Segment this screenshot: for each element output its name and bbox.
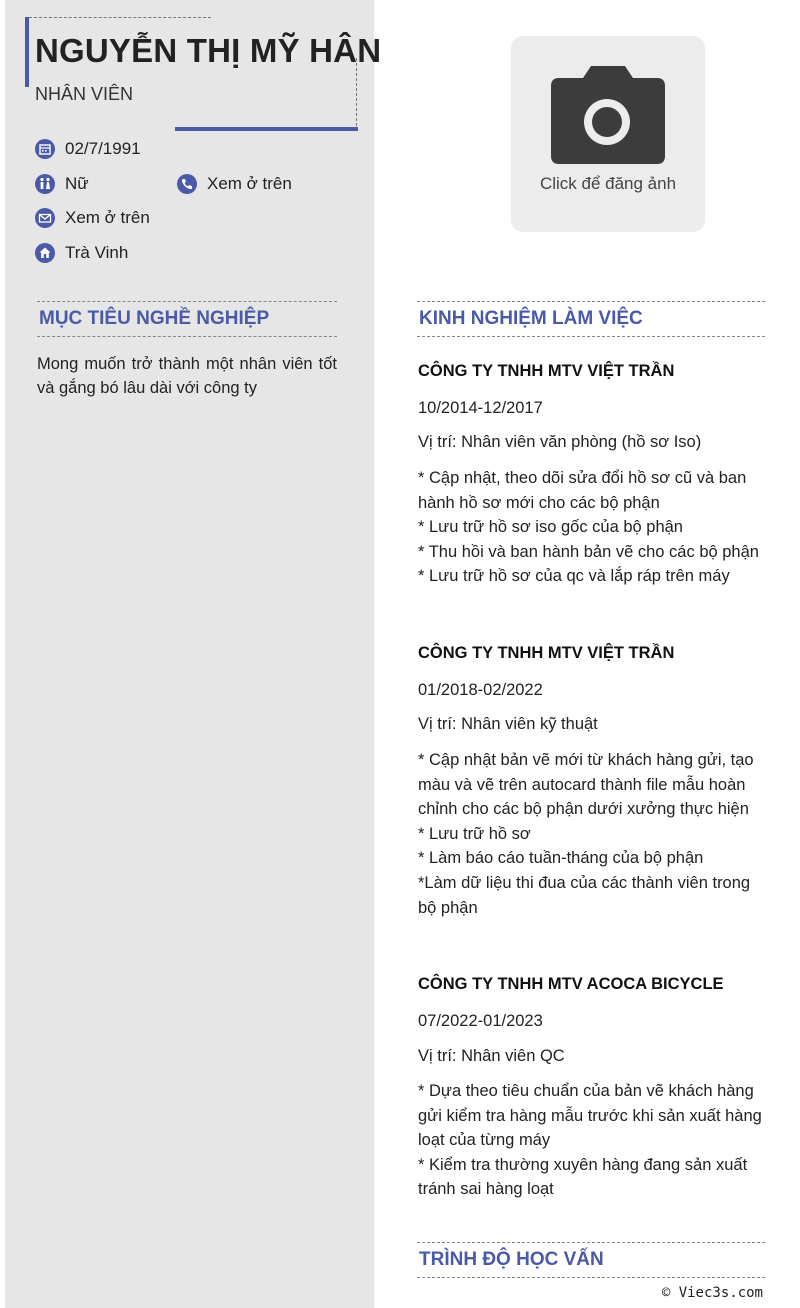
objective-heading bbox=[37, 301, 337, 337]
gender-icon bbox=[35, 174, 55, 194]
calendar-icon bbox=[35, 139, 55, 159]
phone-icon bbox=[177, 174, 197, 194]
job-position[interactable]: Vị trí: Nhân viên kỹ thuật bbox=[418, 715, 598, 733]
candidate-name[interactable]: NGUYỄN THỊ MỸ HÂN bbox=[35, 32, 382, 69]
job-company[interactable]: CÔNG TY TNHH MTV ACOCA BICYCLE bbox=[418, 975, 724, 993]
job-bullets bbox=[418, 1079, 768, 1202]
email-text: Xem ở trên bbox=[65, 208, 150, 227]
gender-text: Nữ bbox=[65, 174, 89, 193]
job-company[interactable]: CÔNG TY TNHH MTV VIỆT TRẦN bbox=[418, 362, 675, 380]
job-bullet[interactable]: * Thu hồi và ban hành bản vẽ cho các bộ phận bbox=[418, 542, 759, 561]
footer-watermark: © Viec3s.com bbox=[661, 1285, 763, 1301]
job-period[interactable]: 10/2014-12/2017 bbox=[418, 399, 543, 417]
camera-icon bbox=[549, 64, 667, 166]
gender-row[interactable] bbox=[35, 174, 89, 194]
objective-text[interactable]: Mong muốn trở thành một nhân viên tốt và gắng bó lâu dài với công ty bbox=[37, 355, 337, 397]
photo-upload-label: Click để đăng ảnh bbox=[539, 174, 677, 193]
phone-row[interactable] bbox=[177, 174, 292, 194]
left-sidebar bbox=[5, 0, 374, 1308]
education-heading-text[interactable]: TRÌNH ĐỘ HỌC VẤN bbox=[419, 1249, 604, 1270]
name-underline bbox=[175, 127, 358, 131]
email-row[interactable] bbox=[35, 208, 150, 228]
name-accent-bar bbox=[25, 17, 29, 87]
job-bullet[interactable]: * Dựa theo tiêu chuẩn của bản vẽ khách hàng gửi kiểm tra hàng mẫu trước khi sản xuất hàng loạt của từng máy bbox=[418, 1082, 762, 1150]
birthdate-text: 02/7/1991 bbox=[65, 139, 141, 158]
experience-heading-text[interactable]: KINH NGHIỆM LÀM VIỆC bbox=[419, 308, 643, 329]
birthdate-row[interactable] bbox=[35, 139, 141, 159]
home-icon bbox=[35, 243, 55, 263]
job-bullet[interactable]: * Làm báo cáo tuần-tháng của bộ phận bbox=[418, 849, 704, 868]
job-bullet[interactable]: * Lưu trữ hồ sơ của qc và lắp ráp trên máy bbox=[418, 567, 730, 586]
job-period[interactable]: 07/2022-01/2023 bbox=[418, 1012, 543, 1030]
experience-heading bbox=[417, 301, 765, 337]
job-company[interactable]: CÔNG TY TNHH MTV VIỆT TRẦN bbox=[418, 644, 675, 662]
job-bullet[interactable]: * Cập nhật, theo dõi sửa đổi hồ sơ cũ và ban hành hồ sơ mới cho các bộ phận bbox=[418, 469, 747, 512]
photo-upload[interactable] bbox=[511, 36, 705, 232]
job-position[interactable]: Vị trí: Nhân viên QC bbox=[418, 1047, 565, 1065]
job-period[interactable]: 01/2018-02/2022 bbox=[418, 681, 543, 699]
job-bullet[interactable]: * Cập nhật bản vẽ mới từ khách hàng gửi, tạo màu và vẽ trên autocard thành file mẫu hoàn chỉnh cho các bộ phận dưới xưởng thực hiện bbox=[418, 751, 754, 819]
address-text: Trà Vinh bbox=[65, 243, 129, 262]
name-top-divider bbox=[29, 17, 211, 18]
job-bullet[interactable]: * Lưu trữ hồ sơ bbox=[418, 824, 531, 843]
job-title[interactable]: NHÂN VIÊN bbox=[35, 84, 134, 104]
job-position[interactable]: Vị trí: Nhân viên văn phòng (hồ sơ Iso) bbox=[418, 433, 702, 451]
job-bullets bbox=[418, 466, 768, 589]
education-heading bbox=[417, 1242, 765, 1278]
objective-heading-text[interactable]: MỤC TIÊU NGHỀ NGHIỆP bbox=[39, 308, 270, 329]
job-bullet[interactable]: * Lưu trữ hồ sơ iso gốc của bộ phận bbox=[418, 518, 683, 537]
job-bullet[interactable]: *Làm dữ liệu thi đua của các thành viên trong bộ phận bbox=[418, 873, 751, 917]
phone-text: Xem ở trên bbox=[207, 174, 292, 193]
job-bullet[interactable]: * Kiểm tra thường xuyên hàng đang sản xuất tránh sai hàng loạt bbox=[418, 1155, 748, 1199]
email-icon bbox=[35, 208, 55, 228]
job-bullets bbox=[418, 748, 768, 920]
address-row[interactable] bbox=[35, 243, 128, 263]
